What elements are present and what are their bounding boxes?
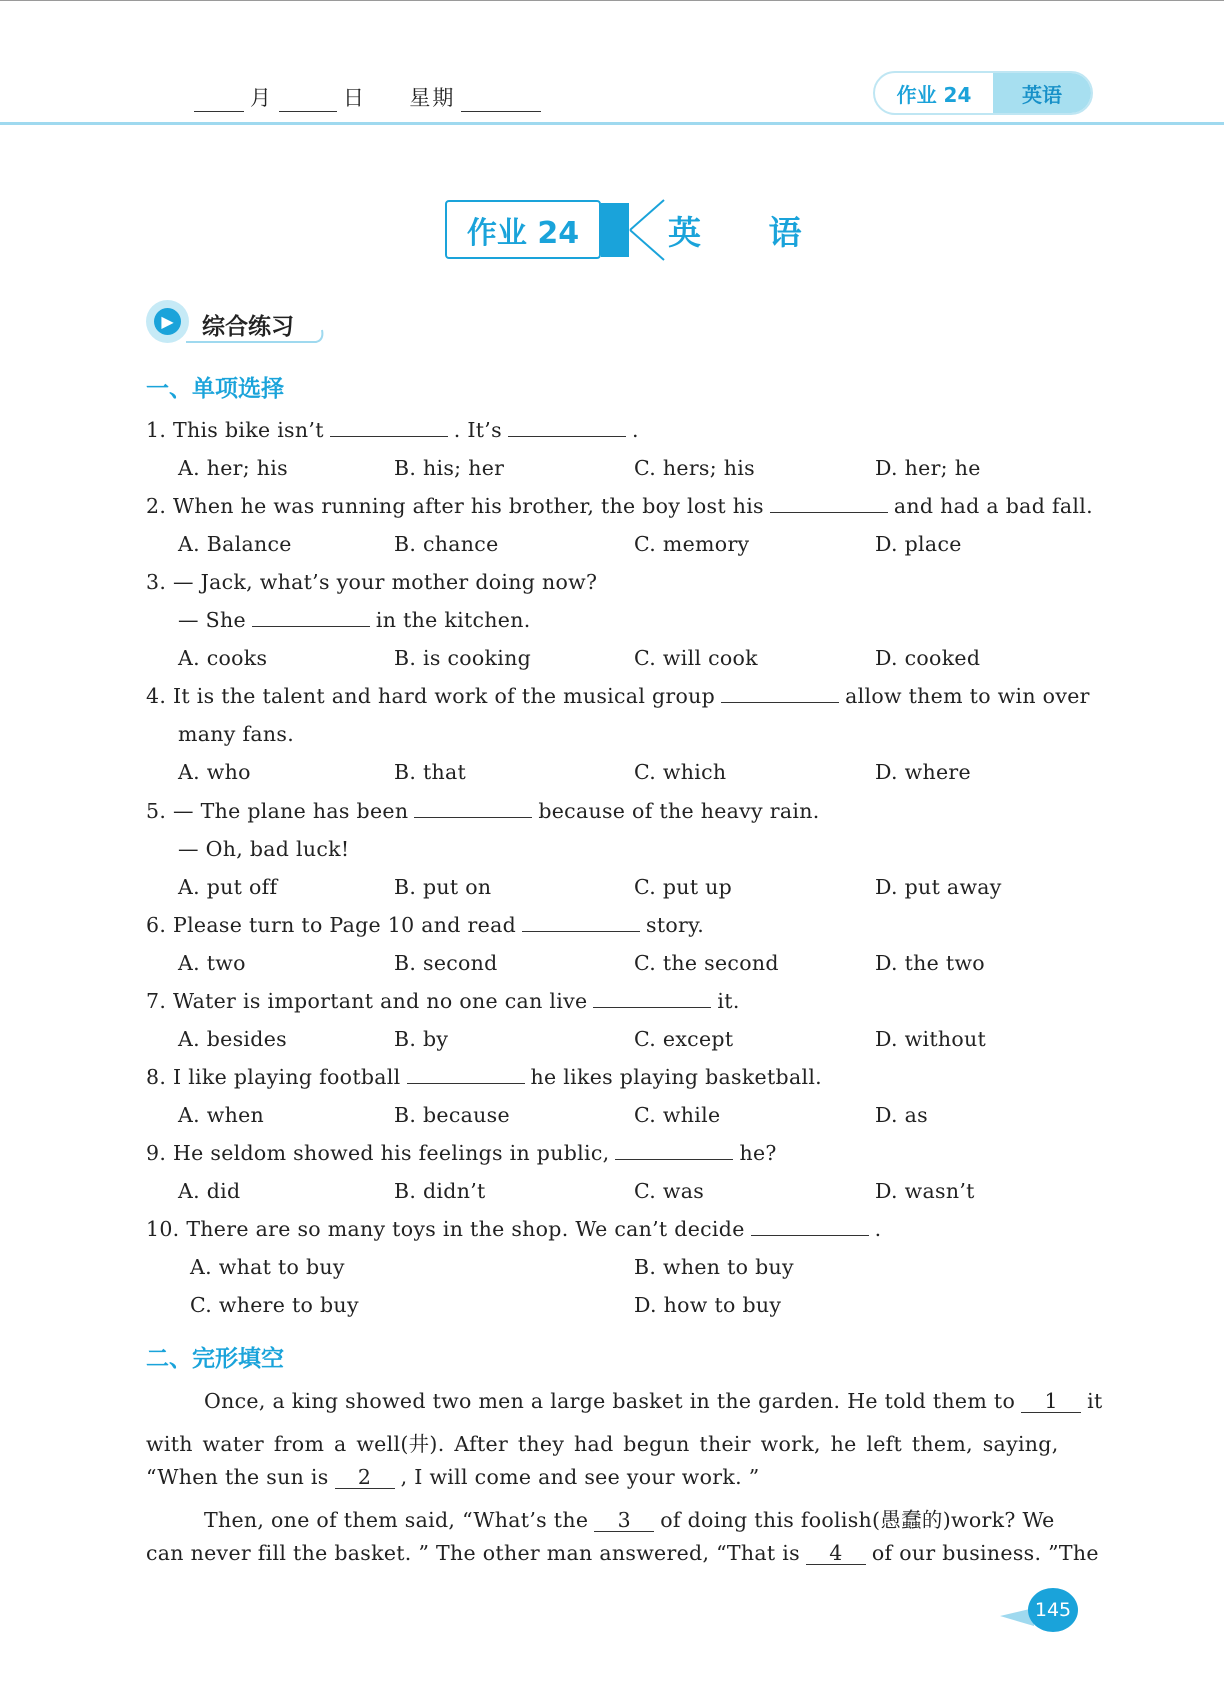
q4-stem-b: allow them to win over bbox=[845, 684, 1090, 708]
title-box: 作业 24 bbox=[445, 200, 601, 259]
section-circle bbox=[146, 300, 189, 343]
q2-stem-b: and had a bad fall. bbox=[893, 494, 1093, 518]
weekday-label: 星期 bbox=[409, 86, 456, 110]
q5-option-a: A. put off bbox=[178, 875, 278, 899]
q8-option-c: C. while bbox=[634, 1103, 721, 1127]
passage-text: of our business. ”The bbox=[871, 1541, 1099, 1565]
header-rule bbox=[0, 122, 1224, 125]
q9-stem-b: he? bbox=[739, 1141, 777, 1165]
q4-stem-line2: many fans. bbox=[178, 722, 295, 746]
q5-option-b: B. put on bbox=[394, 875, 492, 899]
passage-line-4 bbox=[204, 1503, 1055, 1533]
q5-stem-line2: — Oh, bad luck! bbox=[178, 837, 350, 861]
q6-option-c: C. the second bbox=[634, 951, 779, 975]
passage-text: , I will come and see your work. ” bbox=[400, 1465, 760, 1489]
section-tag bbox=[146, 300, 326, 344]
answer-blank bbox=[414, 816, 532, 818]
q10-option-d: D. how to buy bbox=[634, 1293, 782, 1317]
q8-option-d: D. as bbox=[875, 1103, 928, 1127]
question-1 bbox=[146, 418, 639, 442]
page-number-badge bbox=[1000, 1588, 1082, 1638]
answer-blank bbox=[252, 625, 370, 627]
q6-stem-b: story. bbox=[646, 913, 705, 937]
cloze-blank-1: 1 bbox=[1021, 1390, 1081, 1413]
month-label: 月 bbox=[250, 86, 273, 110]
title-tab-decoration bbox=[601, 203, 629, 257]
q10-option-c: C. where to buy bbox=[190, 1293, 359, 1317]
passage-text: can never fill the basket. ” The other man answered, “That is bbox=[146, 1541, 800, 1565]
q7-option-c: C. except bbox=[634, 1027, 734, 1051]
top-rule bbox=[0, 0, 1224, 1]
question-3 bbox=[146, 570, 597, 594]
q8-stem-b: he likes playing basketball. bbox=[530, 1065, 822, 1089]
q7-option-b: B. by bbox=[394, 1027, 449, 1051]
q6-option-b: B. second bbox=[394, 951, 498, 975]
answer-blank bbox=[593, 1006, 711, 1008]
q7-option-d: D. without bbox=[875, 1027, 987, 1051]
answer-blank bbox=[751, 1234, 869, 1236]
q10-stem-a: 10. There are so many toys in the shop. We can’t decide bbox=[146, 1217, 745, 1241]
question-6 bbox=[146, 913, 704, 937]
q8-option-b: B. because bbox=[394, 1103, 510, 1127]
question-7 bbox=[146, 989, 740, 1013]
page-number: 145 bbox=[1028, 1588, 1078, 1632]
q10-option-b: B. when to buy bbox=[634, 1255, 794, 1279]
q10-stem-b: . bbox=[874, 1217, 882, 1241]
passage-text: Then, one of them said, “What’s the bbox=[204, 1508, 589, 1532]
q9-option-c: C. was bbox=[634, 1179, 705, 1203]
passage-line-2: with water from a well(井). After they had begun their work, he left them, saying, bbox=[146, 1432, 1059, 1456]
answer-blank bbox=[615, 1158, 733, 1160]
passage-line-1 bbox=[204, 1389, 1103, 1413]
answer-blank bbox=[508, 435, 626, 437]
q7-stem-a: 7. Water is important and no one can live bbox=[146, 989, 588, 1013]
question-4 bbox=[146, 684, 1090, 708]
answer-blank bbox=[330, 435, 448, 437]
q4-option-a: A. who bbox=[178, 760, 251, 784]
q4-stem-a: 4. It is the talent and hard work of the musical group bbox=[146, 684, 716, 708]
passage-text: Once, a king showed two men a large basket in the garden. He told them to bbox=[204, 1389, 1016, 1413]
answer-blank bbox=[522, 930, 640, 932]
day-label: 日 bbox=[343, 86, 366, 110]
cloze-blank-4: 4 bbox=[806, 1542, 866, 1565]
q3-option-b: B. is cooking bbox=[394, 646, 532, 670]
q1-stem-c: . bbox=[631, 418, 639, 442]
question-8 bbox=[146, 1065, 822, 1089]
question-3-line2 bbox=[178, 608, 531, 632]
passage-line-3 bbox=[146, 1465, 760, 1489]
q8-option-a: A. when bbox=[178, 1103, 265, 1127]
q2-option-b: B. chance bbox=[394, 532, 499, 556]
q4-option-b: B. that bbox=[394, 760, 467, 784]
q6-stem-a: 6. Please turn to Page 10 and read bbox=[146, 913, 517, 937]
q3-stem-line2-b: in the kitchen. bbox=[375, 608, 531, 632]
q1-stem-a: 1. This bike isn’t bbox=[146, 418, 324, 442]
q6-option-d: D. the two bbox=[875, 951, 985, 975]
passage-text: “When the sun is bbox=[146, 1465, 329, 1489]
question-2 bbox=[146, 494, 1093, 518]
date-line bbox=[188, 82, 547, 112]
q5-option-c: C. put up bbox=[634, 875, 733, 899]
passage-text: of doing this foolish(愚蠢的)work? We bbox=[660, 1508, 1055, 1532]
question-10 bbox=[146, 1217, 881, 1241]
q2-option-c: C. memory bbox=[634, 532, 750, 556]
passage-text: it bbox=[1087, 1389, 1103, 1413]
header-tag bbox=[873, 71, 1093, 115]
q6-option-a: A. two bbox=[178, 951, 246, 975]
weekday-blank bbox=[461, 89, 541, 112]
q4-option-d: D. where bbox=[875, 760, 971, 784]
q3-stem-line2-a: — She bbox=[178, 608, 246, 632]
q2-stem-a: 2. When he was running after his brother, the boy lost his bbox=[146, 494, 764, 518]
q7-stem-b: it. bbox=[717, 989, 740, 1013]
q5-stem-b: because of the heavy rain. bbox=[538, 799, 820, 823]
question-9 bbox=[146, 1141, 777, 1165]
question-5 bbox=[146, 799, 820, 823]
q9-option-d: D. wasn’t bbox=[875, 1179, 975, 1203]
q1-option-a: A. her; his bbox=[178, 456, 288, 480]
q9-stem-a: 9. He seldom showed his feelings in public, bbox=[146, 1141, 610, 1165]
header-tag-subject: 英语 bbox=[993, 73, 1091, 113]
day-blank bbox=[279, 89, 337, 112]
q2-option-a: A. Balance bbox=[178, 532, 292, 556]
title-subject: 英 语 bbox=[668, 213, 830, 252]
answer-blank bbox=[721, 701, 839, 703]
play-arrow-icon: ▶ bbox=[154, 308, 181, 335]
q3-stem-a: 3. — Jack, what’s your mother doing now? bbox=[146, 570, 598, 594]
cloze-blank-3: 3 bbox=[594, 1509, 654, 1532]
q1-option-d: D. her; he bbox=[875, 456, 981, 480]
q3-option-a: A. cooks bbox=[178, 646, 268, 670]
part1-heading: 一、单项选择 bbox=[146, 376, 284, 402]
month-blank bbox=[194, 89, 244, 112]
q1-option-c: C. hers; his bbox=[634, 456, 755, 480]
q5-option-d: D. put away bbox=[875, 875, 1002, 899]
passage-line-5 bbox=[146, 1541, 1099, 1565]
q7-option-a: A. besides bbox=[178, 1027, 287, 1051]
section-label: 综合练习 bbox=[202, 314, 294, 340]
q2-option-d: D. place bbox=[875, 532, 962, 556]
part2-heading: 二、完形填空 bbox=[146, 1346, 284, 1372]
q3-option-c: C. will cook bbox=[634, 646, 758, 670]
q8-stem-a: 8. I like playing football bbox=[146, 1065, 401, 1089]
answer-blank bbox=[770, 511, 888, 513]
q9-option-b: B. didn’t bbox=[394, 1179, 486, 1203]
q3-option-d: D. cooked bbox=[875, 646, 981, 670]
q1-option-b: B. his; her bbox=[394, 456, 505, 480]
q10-option-a: A. what to buy bbox=[190, 1255, 345, 1279]
title-bracket-decoration bbox=[628, 195, 668, 265]
cloze-blank-2: 2 bbox=[335, 1466, 395, 1489]
q1-stem-b: . It’s bbox=[453, 418, 502, 442]
q4-option-c: C. which bbox=[634, 760, 727, 784]
q9-option-a: A. did bbox=[178, 1179, 241, 1203]
header-tag-assignment: 作业 24 bbox=[896, 82, 972, 107]
q5-stem-a: 5. — The plane has been bbox=[146, 799, 409, 823]
answer-blank bbox=[407, 1082, 525, 1084]
